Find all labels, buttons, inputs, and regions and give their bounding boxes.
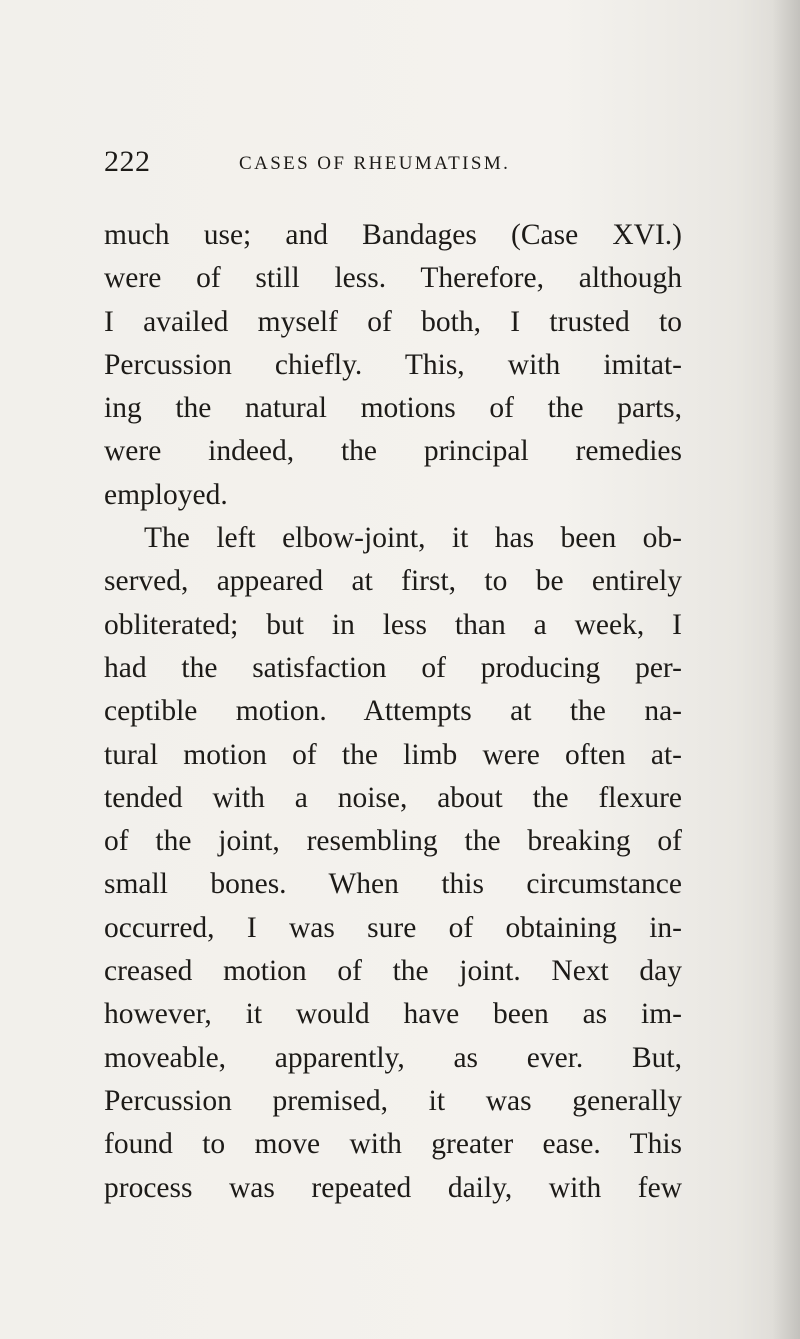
text-line: process was repeated daily, with few bbox=[104, 1171, 682, 1204]
text-line: obliterated; but in less than a week, I bbox=[104, 608, 682, 641]
page-number: 222 bbox=[104, 145, 151, 178]
body-text bbox=[104, 214, 682, 1254]
text-line: creased motion of the joint. Next day bbox=[104, 955, 682, 988]
text-line: occurred, I was sure of obtaining in- bbox=[104, 911, 682, 944]
text-line: ing the natural motions of the parts, bbox=[104, 392, 682, 425]
text-line: I availed myself of both, I trusted to bbox=[104, 305, 682, 338]
text-line: found to move with greater ease. This bbox=[104, 1128, 682, 1161]
text-line: tended with a noise, about the flexure bbox=[104, 781, 682, 814]
text-line: were of still less. Therefore, although bbox=[104, 262, 682, 295]
text-line: employed. bbox=[104, 478, 228, 511]
text-line: had the satisfaction of producing per- bbox=[104, 651, 682, 684]
text-line: of the joint, resembling the breaking of bbox=[104, 825, 682, 858]
running-head: CASES OF RHEUMATISM. bbox=[239, 153, 511, 174]
text-line: served, appeared at first, to be entirely bbox=[104, 565, 682, 598]
text-line: tural motion of the limb were often at- bbox=[104, 738, 682, 771]
text-line: moveable, apparently, as ever. But, bbox=[104, 1041, 682, 1074]
text-line: Percussion chiefly. This, with imitat- bbox=[104, 348, 682, 381]
text-line: ceptible motion. Attempts at the na- bbox=[104, 695, 682, 728]
page-header bbox=[104, 140, 694, 188]
text-line: much use; and Bandages (Case XVI.) bbox=[104, 219, 682, 251]
text-line: however, it would have been as im- bbox=[104, 998, 682, 1031]
text-line: small bones. When this circumstance bbox=[104, 868, 682, 901]
text-line: Percussion premised, it was generally bbox=[104, 1084, 682, 1117]
page-edge-shadow bbox=[772, 0, 800, 1339]
text-line: were indeed, the principal remedies bbox=[104, 435, 682, 468]
text-line: The left elbow-joint, it has been ob- bbox=[144, 522, 682, 555]
